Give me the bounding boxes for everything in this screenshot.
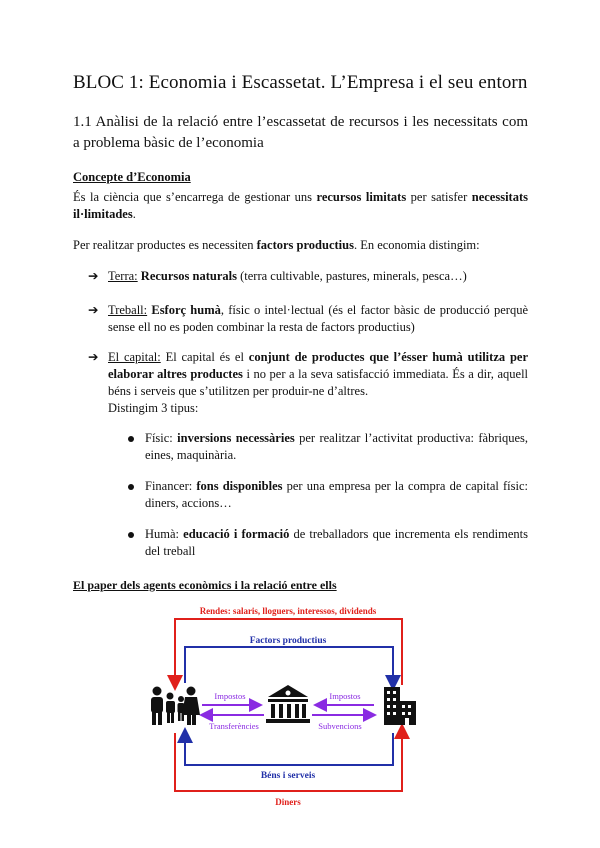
capital-financer: Financer: fons disponibles per una empresa per la compra de capital físic: diners, accions… (145, 479, 528, 510)
bullet-icon (128, 436, 134, 442)
factors-flow-arrow (185, 647, 393, 683)
bens-flow-arrow (185, 733, 393, 765)
bullet-icon (128, 484, 134, 490)
rendes-label: Rendes: salaris, lloguers, interessos, dividends (199, 606, 377, 616)
company-building-icon (384, 687, 416, 725)
arrow-icon: ➔ (88, 350, 99, 364)
capital-huma: Humà: educació i formació de treballadors que incrementa els rendiments del treball (145, 527, 528, 558)
bens-label: Béns i serveis (260, 771, 316, 781)
factor-capital: El capital: El capital és el conjunt de productes que l’ésser humà utilitza per elaborar altres productes i no per a la seva satisfacció immediata. És a dir, aquell béns i serveis que s’utilitzen per produir-ne d’altres. Distingim 3 tipus: (108, 350, 529, 415)
agents-heading: El paper dels agents econòmics i la relació entre ells (73, 578, 337, 592)
diners-label: Diners (275, 797, 301, 807)
capital-fisic: Físic: inversions necessàries per realitzar l’activitat productiva: fàbriques, eines, maquinària. (145, 431, 528, 462)
section-subtitle: 1.1 Anàlisi de la relació entre l’escassetat de recursos i les necessitats com a problema bàsic de l’economia (73, 114, 528, 151)
factor-terra: Terra: Recursos naturals (terra cultivable, pastures, minerals, pesca…) (108, 269, 467, 283)
concept-heading: Concepte d’Economia (73, 170, 191, 184)
rendes-flow-arrow (175, 619, 402, 685)
economy-definition: És la ciència que s’encarrega de gestionar uns recursos limitats per satisfer necessitats il·limitades. (73, 190, 528, 221)
family-icon (151, 687, 200, 726)
government-building-icon (266, 685, 310, 723)
arrow-icon: ➔ (88, 269, 99, 283)
factor-treball: Treball: Esforç humà, físic o intel·lectual (és el factor bàsic de producció perquè sense ell no es poden combinar la resta de factors productius) (108, 303, 528, 334)
impostos-left-label: Impostos (214, 691, 246, 701)
transferencies-label: Transferències (209, 721, 259, 731)
impostos-right-label: Impostos (329, 691, 361, 701)
factors-intro: Per realitzar productes es necessiten factors productius. En economia distingim: (73, 238, 480, 252)
diners-flow-arrow (175, 731, 402, 791)
factors-label: Factors productius (249, 636, 327, 646)
page-title: BLOC 1: Economia i Escassetat. L’Empresa i el seu entorn (73, 72, 528, 93)
circular-flow-diagram (140, 605, 460, 810)
arrow-icon: ➔ (88, 303, 99, 317)
subvencions-label: Subvencions (318, 721, 362, 731)
bullet-icon (128, 532, 134, 538)
